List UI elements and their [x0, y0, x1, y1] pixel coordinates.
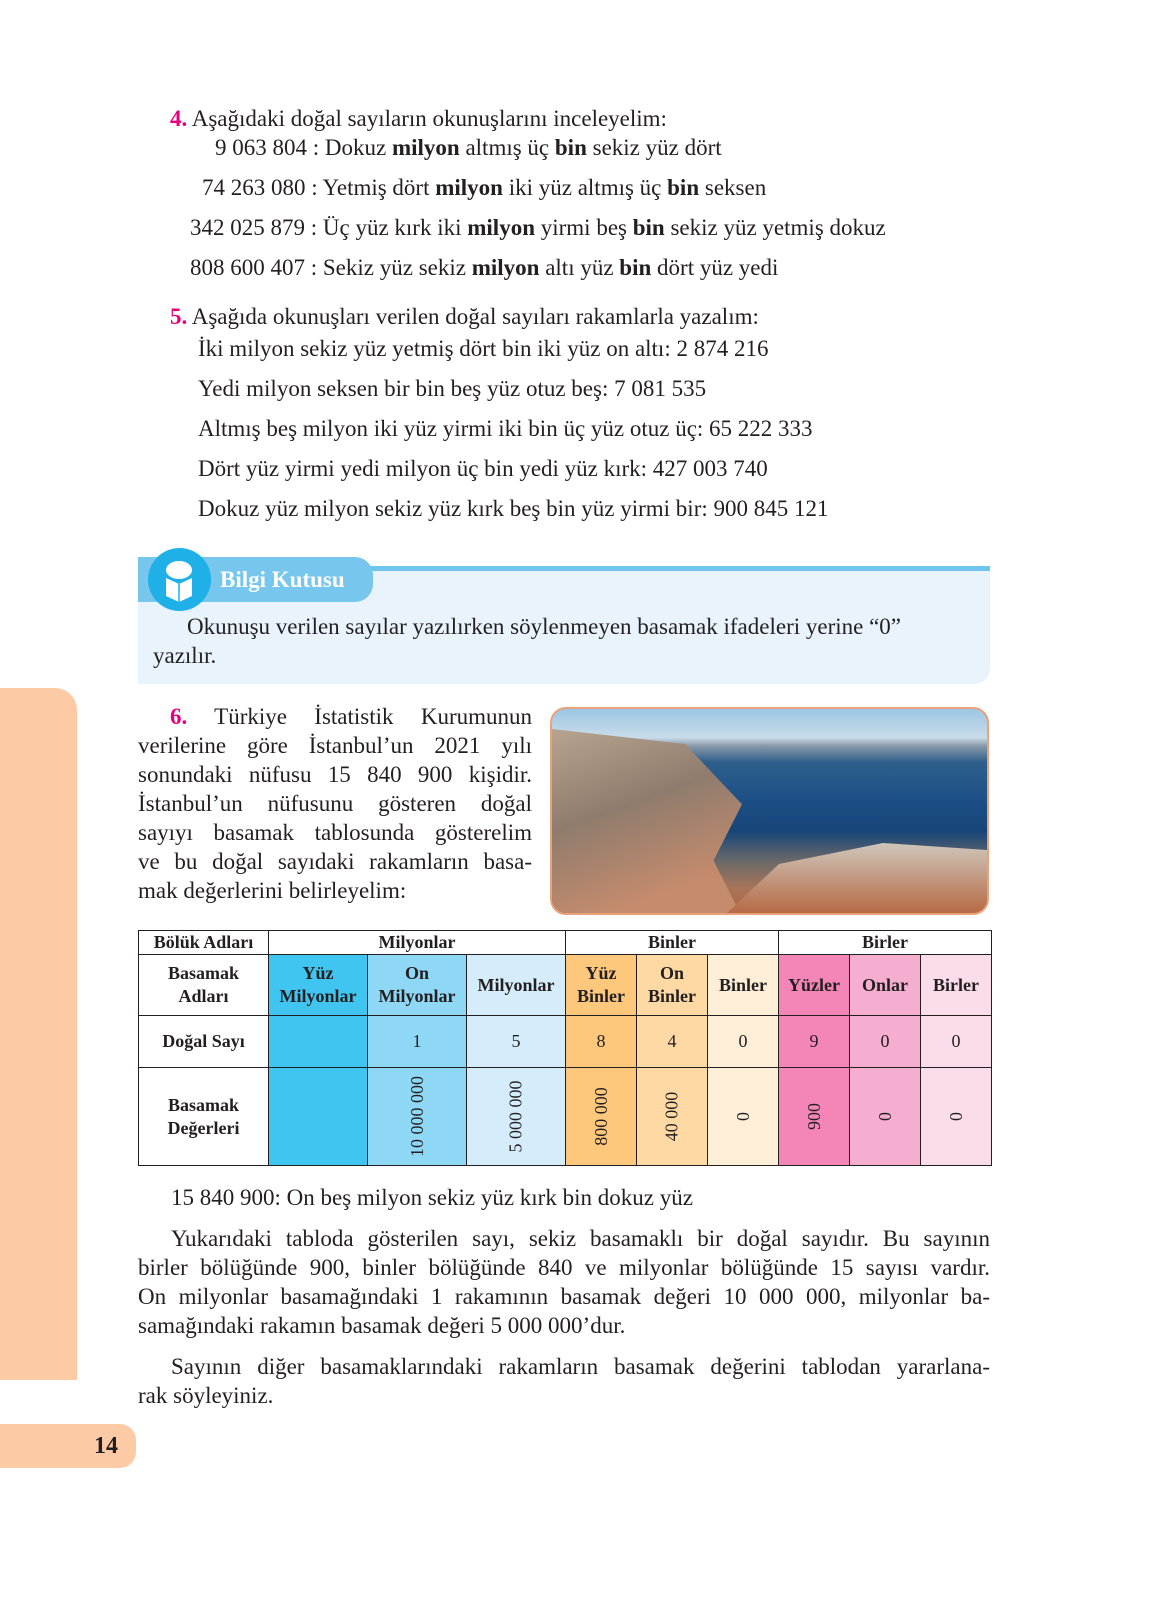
- value-cell: [779, 1068, 850, 1166]
- question-6-line: [138, 791, 532, 817]
- digit-cell: 8: [566, 1016, 637, 1068]
- value-cell: [708, 1068, 779, 1166]
- group-milyonlar: Milyonlar: [269, 931, 566, 955]
- reading-line: 15 840 900: On beş milyon sekiz yüz kırk bin dokuz yüz: [171, 1185, 693, 1210]
- task-paragraph: [138, 1352, 990, 1410]
- place-value: 900: [803, 1103, 824, 1130]
- paragraph-line: rak söyleyiniz.: [138, 1383, 274, 1408]
- text-part: milyon: [467, 215, 535, 240]
- place-value: 5 000 000: [505, 1080, 526, 1153]
- header-line: Binler: [648, 986, 696, 1006]
- question-number: 4.: [170, 106, 188, 131]
- header-line: On: [659, 963, 684, 983]
- text-part: bin: [554, 135, 587, 160]
- question-6-line: [170, 704, 532, 730]
- question-6-line: [138, 762, 532, 788]
- digit-cell: 0: [708, 1016, 779, 1068]
- question-number: 6.: [170, 704, 188, 729]
- question-4-intro: [170, 106, 667, 132]
- text-part: 808 600 407 :: [190, 255, 323, 280]
- text-part: 74 263 080 :: [202, 175, 323, 200]
- text-part: Dokuz: [324, 135, 392, 160]
- question-6-line: [138, 733, 532, 759]
- column-header: [779, 955, 850, 1016]
- info-box-title: Bilgi Kutusu: [220, 567, 345, 592]
- header-line: Yüzler: [788, 974, 840, 995]
- column-header: [850, 955, 921, 1016]
- bolük-label: Bölük Adları: [139, 931, 269, 955]
- header-line: Yüz: [585, 963, 617, 983]
- value-cell: [566, 1068, 637, 1166]
- text-part: 9 063 804 :: [215, 135, 325, 160]
- number-example: Dokuz yüz milyon sekiz yüz kırk beş bin yüz yirmi bir: 900 845 121: [198, 496, 829, 521]
- group-birler: Birler: [779, 931, 992, 955]
- info-box-rule: [370, 566, 990, 571]
- paragraph-line: Sayının diğer basamaklarındaki rakamların basamak değerini tablodan yararlana-: [171, 1354, 990, 1379]
- text-part: dört yüz yedi: [651, 255, 779, 280]
- text-part: Sekiz yüz sekiz: [322, 255, 472, 280]
- question-6-line: [138, 878, 532, 904]
- text-part: Üç yüz kırk iki: [322, 215, 468, 240]
- text-part: yirmi beş: [534, 215, 633, 240]
- text-part: mak değerlerini belirleyelim:: [138, 878, 407, 903]
- header-line: Binler: [719, 974, 767, 995]
- question-number: 5.: [170, 304, 188, 329]
- place-value: 40 000: [661, 1091, 682, 1142]
- text-part: milyon: [391, 135, 460, 160]
- text-part: milyon: [471, 255, 540, 280]
- explanation-paragraph: [138, 1224, 990, 1340]
- header-line: Binler: [577, 986, 625, 1006]
- place-value: 10 000 000: [406, 1076, 427, 1157]
- text-part: Türkiye İstatistik Kurumunun: [214, 704, 533, 729]
- intro-text: Aşağıda okunuşları verilen doğal sayıları rakamlarla yazalım:: [191, 304, 759, 329]
- value-cell: [850, 1068, 921, 1166]
- place-value: 0: [945, 1112, 966, 1121]
- deger-label: Basamak Değerleri: [139, 1068, 269, 1166]
- paragraph-line: Yukarıdaki tabloda gösterilen sayı, sekiz basamaklı bir doğal sayıdır. Bu sayının: [171, 1226, 990, 1251]
- value-cell: [921, 1068, 992, 1166]
- value-cell: [368, 1068, 467, 1166]
- text-part: sekiz yüz dört: [586, 135, 722, 160]
- dogal-label: Doğal Sayı: [139, 1016, 269, 1068]
- info-text-line: Okunuşu verilen sayılar yazılırken söylenmeyen basamak ifadeleri yerine “0”: [187, 614, 901, 639]
- number-example: İki milyon sekiz yüz yetmiş dört bin iki yüz on altı: 2 874 216: [198, 336, 769, 361]
- value-cell: [269, 1068, 368, 1166]
- brain-box-icon: [148, 548, 211, 611]
- text-part: bin: [619, 255, 652, 280]
- header-line: Birler: [933, 974, 979, 995]
- digit-cell: 0: [921, 1016, 992, 1068]
- paragraph-line: samağındaki rakamın basamak değeri 5 000 000’dur.: [138, 1313, 626, 1338]
- number-example: Dört yüz yirmi yedi milyon üç bin yedi yüz kırk: 427 003 740: [198, 456, 768, 481]
- text-part: 342 025 879 :: [190, 215, 323, 240]
- column-header: [921, 955, 992, 1016]
- istanbul-photo: [550, 707, 989, 915]
- number-example: Yedi milyon seksen bir bin beş yüz otuz beş: 7 081 535: [198, 376, 707, 401]
- column-header: [269, 955, 368, 1016]
- question-6-line: [138, 820, 532, 846]
- paragraph-line: birler bölüğünde 900, binler bölüğünde 840 ve milyonlar bölüğünde 15 sayısı vardır.: [138, 1255, 990, 1280]
- header-line: Yüz: [302, 963, 334, 983]
- text-part: sayıyı basamak tablosunda gösterelim: [138, 820, 532, 845]
- basamak-label: Basamak Adları: [139, 955, 269, 1016]
- reading-example: [190, 255, 778, 281]
- place-value: 0: [732, 1112, 753, 1121]
- header-line: Milyonlar: [477, 974, 555, 995]
- text-part: Yetmiş dört: [322, 175, 436, 200]
- digit-cell: 9: [779, 1016, 850, 1068]
- text-part: sekiz yüz yetmiş dokuz: [664, 215, 886, 240]
- digit-cell: 4: [637, 1016, 708, 1068]
- text-part: İstanbul’un nüfusunu gösteren doğal: [138, 791, 532, 816]
- place-value-table: [138, 930, 992, 1166]
- header-line: Milyonlar: [279, 986, 357, 1006]
- info-text-line: yazılır.: [153, 643, 217, 668]
- reading-example: [190, 215, 886, 241]
- place-value: 0: [874, 1112, 895, 1121]
- reading-example: [215, 135, 722, 161]
- digit-cell: 1: [368, 1016, 467, 1068]
- text-part: bin: [632, 215, 665, 240]
- intro-text: Aşağıdaki doğal sayıların okunuşlarını inceleyelim:: [191, 106, 667, 131]
- reading-example: [202, 175, 766, 201]
- text-part: ve bu doğal sayıdaki rakamların basa-: [138, 849, 532, 874]
- column-header: [368, 955, 467, 1016]
- digit-cell: [269, 1016, 368, 1068]
- text-part: bin: [667, 175, 700, 200]
- column-header: [467, 955, 566, 1016]
- group-binler: Binler: [566, 931, 779, 955]
- text-part: sonundaki nüfusu 15 840 900 kişidir.: [138, 762, 532, 787]
- question-5-intro: [170, 304, 759, 330]
- paragraph-line: On milyonlar basamağındaki 1 rakamının basamak değeri 10 000 000, milyonlar ba-: [138, 1284, 990, 1309]
- header-line: Onlar: [861, 974, 908, 995]
- text-part: verilerine göre İstanbul’un 2021 yılı: [138, 733, 532, 758]
- column-header: [708, 955, 779, 1016]
- question-6-line: [138, 849, 532, 875]
- digit-cell: 5: [467, 1016, 566, 1068]
- text-part: iki yüz altmış üç: [502, 175, 668, 200]
- column-header: [566, 955, 637, 1016]
- text-part: seksen: [699, 175, 767, 200]
- page-number: 14: [0, 1424, 136, 1468]
- column-header: [637, 955, 708, 1016]
- digit-cell: 0: [850, 1016, 921, 1068]
- value-cell: [637, 1068, 708, 1166]
- header-line: On: [404, 963, 429, 983]
- text-part: altı yüz: [539, 255, 620, 280]
- header-line: Milyonlar: [378, 986, 456, 1006]
- text-part: milyon: [435, 175, 503, 200]
- side-color-bar: [0, 688, 77, 1380]
- place-value: 800 000: [590, 1087, 611, 1146]
- number-example: Altmış beş milyon iki yüz yirmi iki bin üç yüz otuz üç: 65 222 333: [198, 416, 813, 441]
- text-part: altmış üç: [459, 135, 555, 160]
- value-cell: [467, 1068, 566, 1166]
